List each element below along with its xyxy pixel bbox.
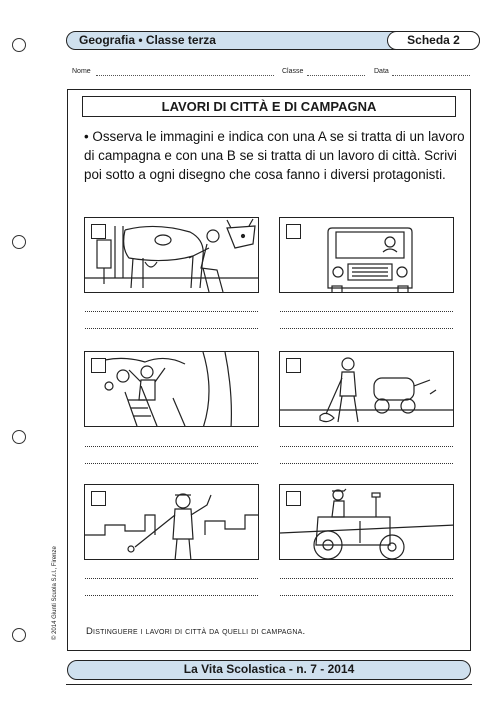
answer-box-2[interactable] xyxy=(286,224,301,239)
tractor-farmer-icon xyxy=(280,485,454,560)
answer-line-3a[interactable] xyxy=(85,446,258,447)
answer-box-6[interactable] xyxy=(286,491,301,506)
answer-line-6b[interactable] xyxy=(280,595,453,596)
name-label: Nome xyxy=(72,68,91,75)
panel-street-sweeper xyxy=(279,351,454,427)
footer-rule xyxy=(66,684,472,685)
answer-line-6a[interactable] xyxy=(280,578,453,579)
class-field[interactable] xyxy=(307,75,365,76)
panel-milking xyxy=(84,217,259,293)
instructions-text: • Osserva le immagini e indica con una A se si tratta di un lavoro di campagna e con una B se si tratta di un lavoro di città. Scrivi poi sotto a ogni disegno che cosa fanno i diversi protagonisti. xyxy=(84,129,465,182)
binder-hole-4 xyxy=(12,628,26,642)
binder-hole-1 xyxy=(12,38,26,52)
class-label: Classe xyxy=(282,68,304,75)
answer-line-2a[interactable] xyxy=(280,311,453,312)
answer-line-4a[interactable] xyxy=(280,446,453,447)
footer-bar: La Vita Scolastica - n. 7 - 2014 xyxy=(67,660,471,680)
traffic-officer-icon xyxy=(85,485,259,560)
milking-cow-icon xyxy=(85,218,259,293)
panel-fruit-picking xyxy=(84,351,259,427)
subject-label: Geografia • Classe terza xyxy=(79,33,216,47)
answer-box-3[interactable] xyxy=(91,358,106,373)
truck-driver-icon xyxy=(280,218,454,293)
binder-hole-2 xyxy=(12,235,26,249)
binder-hole-3 xyxy=(12,430,26,444)
answer-line-1b[interactable] xyxy=(85,328,258,329)
learning-objective: Distinguere i lavori di città da quelli di campagna. xyxy=(86,626,306,637)
answer-line-5a[interactable] xyxy=(85,578,258,579)
header-bar xyxy=(66,31,480,50)
sheet-label: Scheda 2 xyxy=(387,31,480,50)
answer-line-4b[interactable] xyxy=(280,463,453,464)
panel-tractor xyxy=(279,484,454,560)
name-field[interactable] xyxy=(96,75,274,76)
answer-box-5[interactable] xyxy=(91,491,106,506)
answer-line-1a[interactable] xyxy=(85,311,258,312)
worksheet-title: LAVORI DI CITTÀ E DI CAMPAGNA xyxy=(82,96,456,117)
copyright-notice: © 2014 Giunti Scuola S.r.l., Firenze xyxy=(52,546,58,640)
answer-line-3b[interactable] xyxy=(85,463,258,464)
date-field[interactable] xyxy=(392,75,470,76)
answer-line-2b[interactable] xyxy=(280,328,453,329)
answer-box-1[interactable] xyxy=(91,224,106,239)
student-info-line xyxy=(72,68,472,80)
street-sweeper-icon xyxy=(280,352,454,427)
panel-truck xyxy=(279,217,454,293)
date-label: Data xyxy=(374,68,389,75)
answer-box-4[interactable] xyxy=(286,358,301,373)
panel-traffic-officer xyxy=(84,484,259,560)
answer-line-5b[interactable] xyxy=(85,595,258,596)
fruit-picker-icon xyxy=(85,352,259,427)
